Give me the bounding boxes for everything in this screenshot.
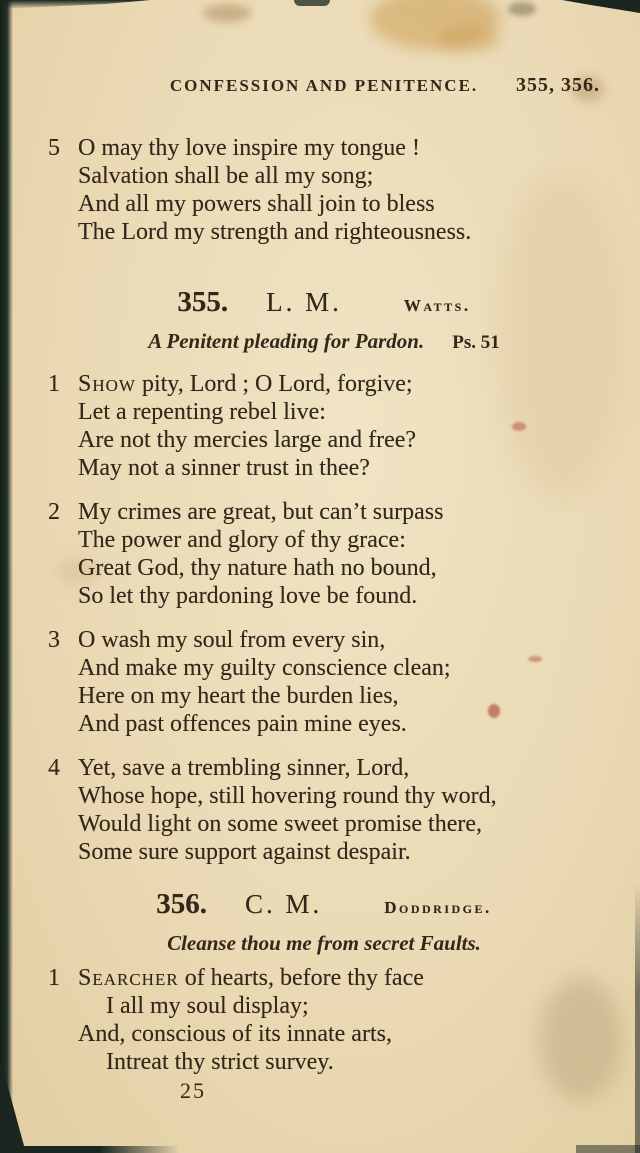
verse-line: Great God, thy nature hath no bound,: [78, 555, 437, 581]
verse-line: Here on my heart the burden lies,: [78, 683, 399, 709]
verse-line: [78, 370, 600, 398]
verse-lines: [78, 626, 600, 738]
verse-line: The power and glory of thy grace:: [78, 527, 406, 553]
hymn-number: 356.: [156, 888, 207, 920]
verse-line: Intreat thy strict survey.: [106, 1049, 334, 1075]
verse-number: 2: [48, 499, 60, 525]
verse-line: Yet, save a trembling sinner, Lord,: [78, 755, 410, 781]
hymn-meter: L. M.: [266, 287, 342, 317]
verse-line: And, conscious of its innate arts,: [78, 1021, 392, 1047]
verse-lines: [78, 370, 600, 482]
hymn-355-subtitle: [48, 329, 600, 354]
verse-line: And make my guilty conscience clean;: [78, 655, 451, 681]
verse-lines: [78, 134, 600, 246]
hymn-author: Doddridge.: [384, 898, 492, 917]
verse-line: So let thy pardoning love be found.: [78, 583, 418, 609]
hymn-355-verse-2: [48, 498, 600, 610]
verse-line-rest: pity, Lord ; O Lord, forgive;: [135, 371, 413, 397]
hymn-author: Watts.: [403, 296, 471, 315]
verse-line: And all my powers shall join to bless: [78, 191, 435, 217]
verse-line: My crimes are great, but can’t surpass: [78, 499, 444, 525]
hymn-355-verse-1: [48, 370, 600, 482]
hymn-355-verse-4: [48, 754, 600, 866]
scan-edge-left: [0, 0, 13, 1153]
hymn-355-heading: [48, 286, 600, 319]
verse-line: Are not thy mercies large and free?: [78, 427, 417, 453]
verse-line: O wash my soul from every sin,: [78, 627, 386, 653]
hymn-numbers: 355, 356.: [516, 74, 600, 96]
scan-mark-top: [294, 0, 330, 6]
verse-lines: [78, 754, 600, 866]
page-number: 25: [180, 1078, 206, 1103]
verse-line: Would light on some sweet promise there,: [78, 811, 482, 837]
hymn-356-subtitle: [48, 931, 600, 956]
verse-line: [78, 964, 600, 992]
verse-lead-word: Show: [78, 371, 136, 397]
hymn-subtitle-reference: Ps. 51: [452, 332, 500, 353]
scan-edge-right-bottom: [635, 883, 640, 1153]
verse-number: 1: [48, 965, 60, 991]
verse-line: The Lord my strength and righteousness.: [78, 219, 472, 245]
verse-line: Some sure support against despair.: [78, 839, 411, 865]
hymn-number: 355.: [177, 286, 229, 318]
verse-line: O may thy love inspire my tongue !: [78, 135, 420, 161]
verse-line: May not a sinner trust in thee?: [78, 455, 370, 481]
running-header: [48, 76, 600, 100]
hymn-meter: C. M.: [244, 889, 323, 919]
verse-line: Salvation shall be all my song;: [78, 163, 374, 189]
verse-number: 1: [48, 371, 60, 397]
verse-number: 4: [48, 755, 60, 781]
section-title: CONFESSION AND PENITENCE.: [169, 76, 479, 95]
verse-lines: [78, 498, 600, 610]
verse-line: I all my soul display;: [106, 993, 309, 1019]
verse-line-rest: of hearts, before thy face: [178, 965, 424, 991]
hymn-subtitle-text: A Penitent pleading for Pardon.: [148, 329, 425, 353]
verse-continued: [48, 134, 600, 246]
verse-line: Let a repenting rebel live:: [78, 399, 326, 425]
verse-line: And past offences pain mine eyes.: [78, 711, 407, 737]
hymn-355-verse-3: [48, 626, 600, 738]
verse-number: 5: [48, 135, 60, 161]
verse-number: 3: [48, 627, 60, 653]
verse-line: Whose hope, still hovering round thy word,: [78, 783, 497, 809]
hymn-356-verse-1: [48, 964, 600, 1076]
scan-corner-bottom-right: [576, 1145, 640, 1153]
scan-edge-bottom: [0, 1146, 180, 1153]
verse-lead-word: Searcher: [78, 965, 179, 991]
hymn-356-heading: [48, 888, 600, 921]
hymn-subtitle-text: Cleanse thou me from secret Faults.: [167, 931, 481, 955]
verse-lines: [78, 964, 600, 1076]
